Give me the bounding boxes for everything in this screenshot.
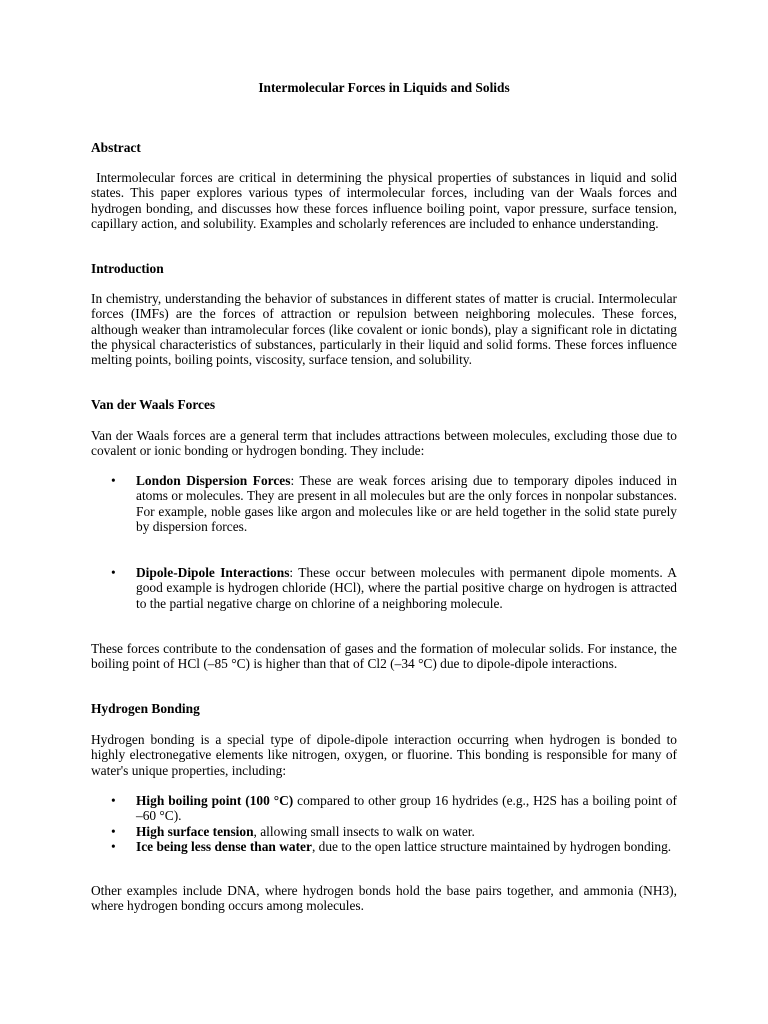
list-item [91,473,677,534]
abstract-section [91,140,677,155]
vdw-intro-block [91,428,677,459]
hbond-closing-block [91,883,677,914]
list-item [91,824,677,839]
document-title: Intermolecular Forces in Liquids and Solids [258,80,510,95]
hbond-closing: Other examples include DNA, where hydrogen bonds hold the base pairs together, and ammonia (NH3), where hydrogen bonding occurs among molecules. [91,883,677,914]
vdw-list-2 [91,565,677,611]
list-item-text: : These are weak forces arising due to temporary dipoles induced in atoms or molecules. They are present in all molecules but are the only forces in nonpolar substances. For example, noble gases like argon and molecules like or are held together in the solid state purely by dispersion forces. [136,473,677,534]
hbond-intro: Hydrogen bonding is a special type of dipole-dipole interaction occurring when hydrogen is bonded to highly electronegative elements like nitrogen, oxygen, or fluorine. This bonding is responsible for many of water's unique properties, including: [91,732,677,778]
list-item [91,565,677,611]
hbond-list [91,793,677,854]
list-item [91,793,677,824]
list-item-text: , due to the open lattice structure maintained by hydrogen bonding. [311,838,672,854]
abstract-heading: Abstract [91,140,141,155]
introduction-body [91,291,677,367]
hbond-intro-block [91,732,677,778]
hbond-section [91,701,677,716]
introduction-text: In chemistry, understanding the behavior of substances in different states of matter is crucial. Intermolecular forces (IMFs) are the forces of attraction or repulsion between neighboring molecules. These forces, although weaker than intramolecular forces (like covalent or ionic bonds), play a significant role in dictating the physical characteristics of substances, particularly in their liquid and solid forms. These forces influence melting points, boiling points, viscosity, surface tension, and solubility. [91,291,677,368]
introduction-section [91,261,677,276]
bullet-icon: • [111,838,116,854]
vdw-intro: Van der Waals forces are a general term that includes attractions between molecules, excluding those due to covalent or ionic bonding or hydrogen bonding. They include: [91,428,677,459]
list-item-term: Ice being less dense than water [136,838,312,854]
vdw-heading: Van der Waals Forces [91,397,216,412]
list-item-text: , allowing small insects to walk on water. [253,823,475,839]
list-item-text: : These occur between molecules with permanent dipole moments. A good example is hydrogen chloride (HCl), where the partial positive charge on hydrogen is attracted to the partial negative charge on chlorine of a neighboring molecule. [136,565,677,611]
vdw-list [91,473,677,534]
bullet-icon: • [111,565,116,580]
bullet-icon: • [111,823,116,839]
list-item-text: compared to other group 16 hydrides (e.g., H2S has a boiling point of –60 °C). [136,793,677,824]
list-item-term: High surface tension [136,823,254,839]
vdw-closing: These forces contribute to the condensation of gases and the formation of molecular solids. For instance, the boiling point of HCl (–85 °C) is higher than that of Cl2 (–34 °C) due to dipole-dipole interactions. [91,641,677,672]
list-item [91,839,677,854]
list-item-term: Dipole-Dipole Interactions [136,565,290,580]
abstract-body [91,170,681,231]
bullet-icon: • [111,473,116,488]
list-item-term: London Dispersion Forces [136,473,291,488]
vdw-section [91,397,677,412]
introduction-heading: Introduction [91,261,164,276]
abstract-text: Intermolecular forces are critical in determining the physical properties of substances in liquid and solid states. This paper explores various types of intermolecular forces, including van der Waals forces and hydrogen bonding, and discusses how these forces influence boiling point, vapor pressure, surface tension, capillary action, and solubility. Examples and scholarly references are included to enhance understanding. [91,170,681,231]
vdw-closing-block [91,641,677,672]
hbond-heading: Hydrogen Bonding [91,701,200,716]
list-item-term: High boiling point (100 °C) [136,793,294,808]
bullet-icon: • [111,793,116,808]
